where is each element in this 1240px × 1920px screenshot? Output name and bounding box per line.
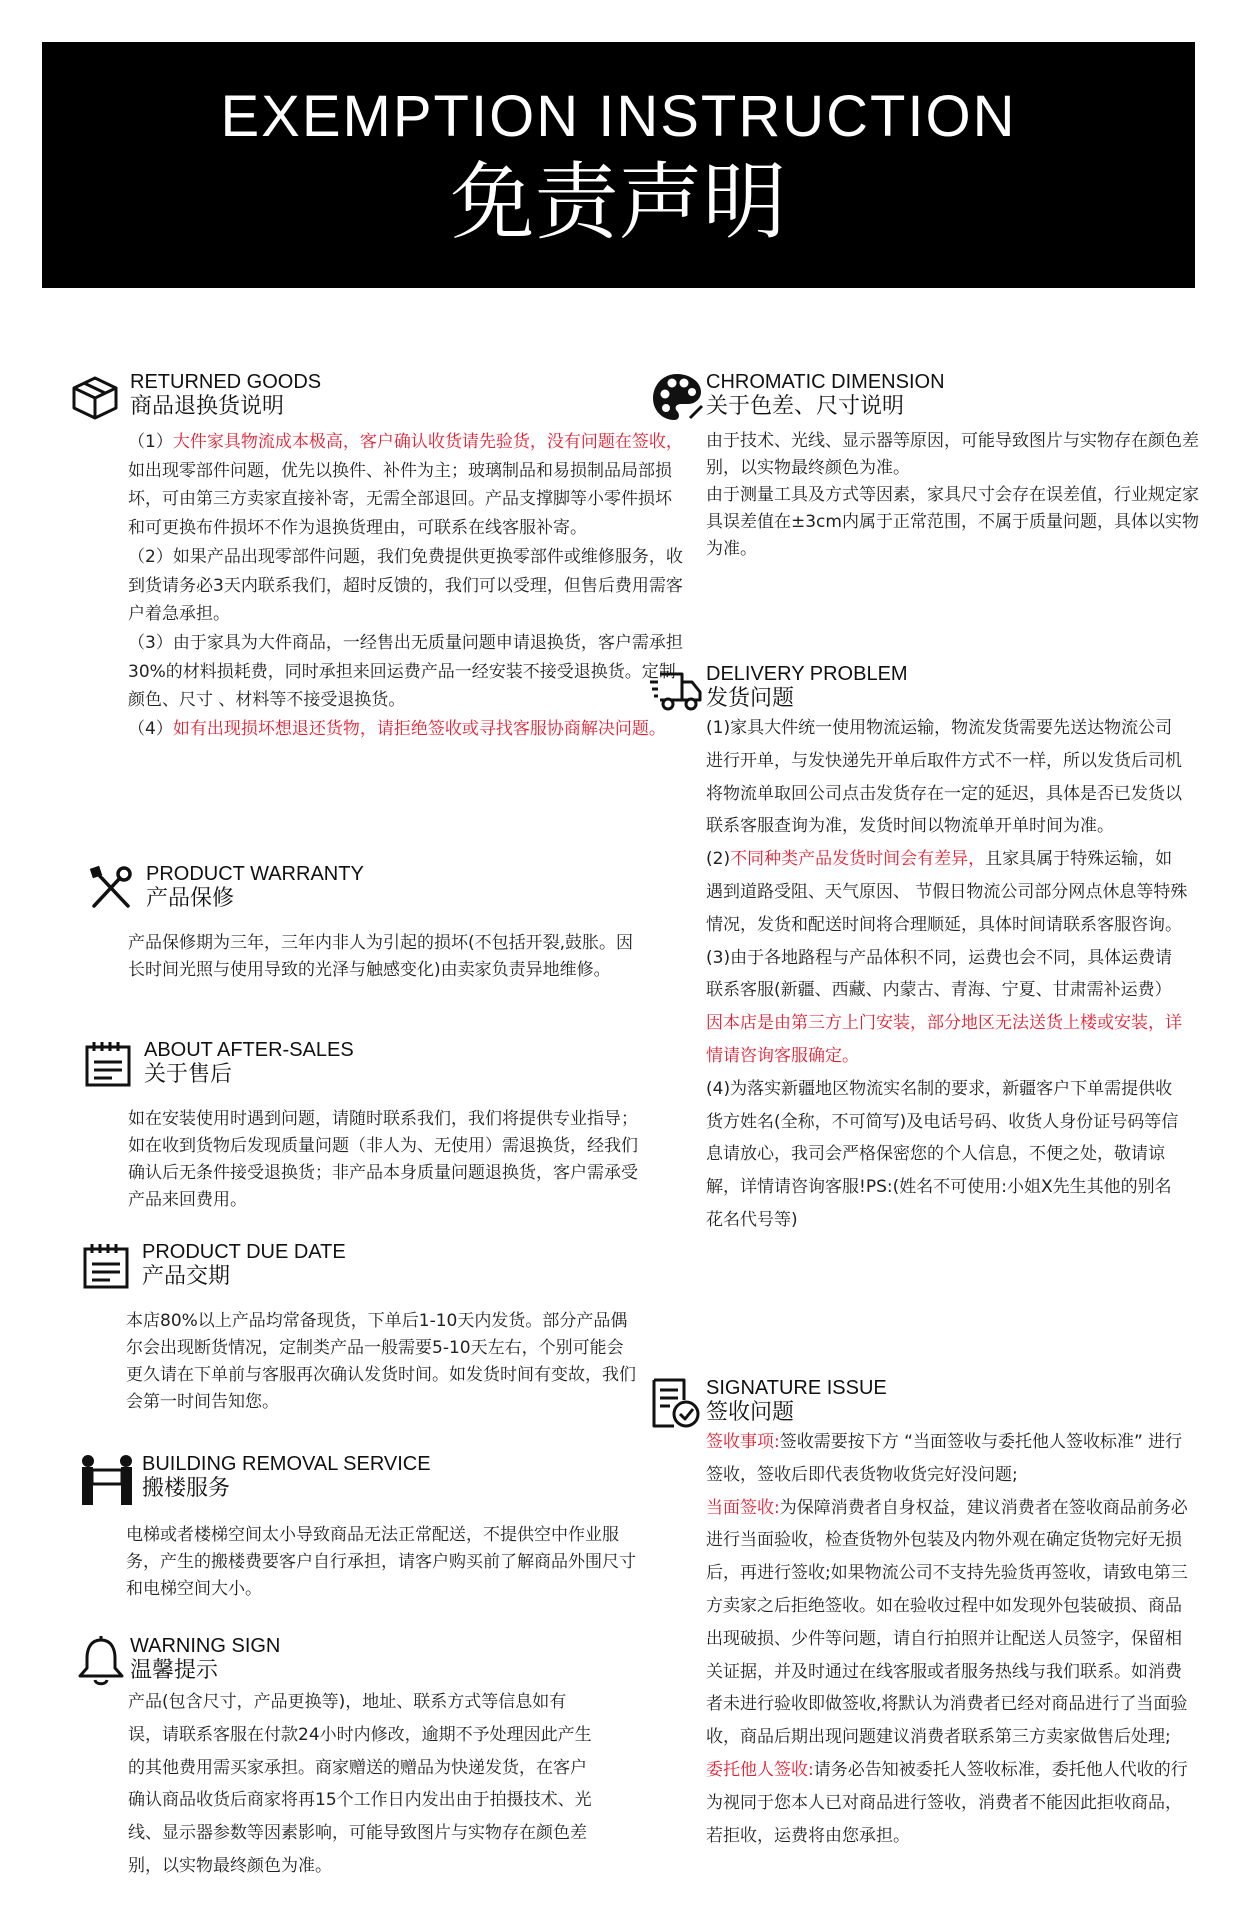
section-title-zh: 关于售后 — [144, 1062, 233, 1087]
section-title-en: BUILDING REMOVAL SERVICE — [142, 1453, 431, 1475]
delivery-paragraph-3: (3)由于各地路程与产品体积不同，运费也会不同，具体运费请联系客服(新疆、西藏、内蒙古、青海、宁夏、甘肃需补运费）因本店是由第三方上门安装，部分地区无法送货上楼或安装，详情请咨询客服确定。 — [706, 947, 1182, 1066]
section-title-zh: 温馨提示 — [130, 1658, 219, 1683]
returned-paragraph-2: （2）如果产品出现零部件问题，我们免费提供更换零部件或维修服务，收到货请务必3天内联系我们，超时反馈的，我们可以受理，但售后费用需客户着急承担。 — [128, 546, 683, 625]
delivery-truck-icon — [648, 662, 702, 716]
calendar-icon — [82, 1038, 136, 1092]
warning-body: 产品(包含尺寸，产品更换等)，地址、联系方式等信息如有误，请联系客服在付款24小时内修改，逾期不予处理因此产生的其他费用需买家承担。商家赠送的赠品为快递发货，在客户确认商品收货后商家将再15个工作日内发出由于拍摄技术、光线、显示器参数等因素影响，可能导致图片与实物存在颜色差别，以实物最终颜色为准。 — [128, 1692, 592, 1876]
section-title-zh: 产品保修 — [146, 886, 235, 911]
delivery-paragraph-1: (1)家具大件统一使用物流运输，物流发货需要先送达物流公司进行开单，与发快递先开单后取件方式不一样，所以发货后司机将物流单取回公司点击发货存在一定的延迟，具体是否已发货以联系客服查询为准，发货时间以物流单开单时间为准。 — [706, 718, 1182, 837]
section-title-en: PRODUCT DUE DATE — [142, 1241, 346, 1263]
section-title-en: SIGNATURE ISSUE — [706, 1377, 887, 1399]
palette-icon — [650, 370, 704, 424]
section-title-zh: 搬楼服务 — [142, 1476, 231, 1501]
warranty-body: 产品保修期为三年，三年内非人为引起的损坏(不包括开裂,鼓胀。因长时间光照与使用导致的光泽与触感变化)由卖家负责异地维修。 — [128, 933, 634, 980]
banner-title-zh: 免责声明 — [450, 153, 787, 251]
delivery-time-warning: 不同种类产品发货时间会有差异， — [730, 849, 986, 870]
section-title-zh: 商品退换货说明 — [130, 394, 285, 419]
signed-document-icon — [648, 1376, 702, 1430]
returned-paragraph-3: （3）由于家具为大件商品，一经售出无质量问题申请退换货，客户需承担30%的材料损耗费，同时承担来回运费产品一经安装不接受退换货。定制颜色、尺寸 、材料等不接受退换货。 — [128, 632, 683, 711]
returned-paragraph-1: （1）大件家具物流成本极高，客户确认收货请先验货，没有问题在签收，如出现零部件问题，优先以换件、补件为主；玻璃制品和易损制品局部损坏，可由第三方卖家直接补寄，无需全部退回。产品支撑脚等小零件损坏和可更换布件损坏不作为退换货理由，可联系在线客服补寄。 — [128, 432, 683, 539]
section-title-en: CHROMATIC DIMENSION — [706, 371, 945, 393]
signature-paragraph-3: 委托他人签收:请务必告知被委托人签收标准，委托他人代收的行为视同于您本人已对商品进行签收，消费者不能因此拒收商品，若拒收，运费将由您承担。 — [706, 1759, 1188, 1846]
signature-label: 当面签收: — [706, 1497, 780, 1518]
signature-label: 委托他人签收: — [706, 1759, 814, 1780]
section-title-en: RETURNED GOODS — [130, 371, 322, 393]
header-banner — [42, 42, 1195, 288]
movers-icon — [80, 1452, 134, 1506]
calendar-icon — [80, 1240, 134, 1294]
section-title-en: ABOUT AFTER-SALES — [144, 1039, 354, 1061]
section-title-zh: 发货问题 — [706, 686, 795, 711]
section-title-zh: 关于色差、尺寸说明 — [706, 394, 905, 419]
section-title-zh: 签收问题 — [706, 1400, 795, 1425]
signature-paragraph-1: 签收事项:签收需要按下方 “当面签收与委托他人签收标准” 进行签收，签收后即代表货物收货完好没问题; — [706, 1432, 1183, 1485]
section-title-zh: 产品交期 — [142, 1264, 231, 1289]
box-icon — [68, 370, 122, 424]
signature-label: 签收事项: — [706, 1432, 780, 1452]
delivery-paragraph-2: (2)不同种类产品发货时间会有差异，且家具属于特殊运输，如遇到道路受阻、天气原因、 节假日物流公司部分网点休息等特殊情况，发货和配送时间将合理顺延，具体时间请联系客服咨询。 — [706, 849, 1188, 935]
signature-paragraph-2: 当面签收:为保障消费者自身权益，建议消费者在签收商品前务必进行当面验收，检查货物外包装及内物外观在确定货物完好无损后，再进行签收;如果物流公司不支持先验货再签收，请致电第三方卖家之后拒绝签收。如在验收过程中如发现外包装破损、商品出现破损、少件等问题，请自行拍照并让配送人员签字，保留相关证据，并及时通过在线客服或者服务热线与我们联系。如消费者未进行验收即做签收,将默认为消费者已经对商品进行了当面验收，商品后期出现问题建议消费者联系第三方卖家做售后处理; — [706, 1497, 1188, 1748]
tools-icon — [84, 862, 138, 916]
after-sales-body: 如在安装使用时遇到问题，请随时联系我们，我们将提供专业指导；如在收到货物后发现质量问题（非人为、无使用）需退换货，经我们确认后无条件接受退换货；非产品本身质量问题退换货，客户需承受产品来回费用。 — [128, 1109, 638, 1210]
section-title-en: DELIVERY PROBLEM — [706, 663, 908, 685]
bell-icon — [74, 1634, 128, 1688]
returned-warning-text: 大件家具物流成本极高，客户确认收货请先验货，没有问题在签收， — [172, 432, 683, 452]
due-date-body: 本店80%以上产品均常备现货，下单后1-10天内发货。部分产品偶尔会出现断货情况，定制类产品一般需要5-10天左右，个别可能会更久请在下单前与客服再次确认发货时间。如发货时间有变故，我们会第一时间告知您。 — [126, 1311, 636, 1412]
building-removal-body: 电梯或者楼梯空间太小导致商品无法正常配送，不提供空中作业服务，产生的搬楼费要客户自行承担，请客户购买前了解商品外围尺寸和电梯空间大小。 — [126, 1525, 636, 1599]
banner-title-en: EXEMPTION INSTRUCTION — [220, 84, 1017, 149]
section-title-en: WARNING SIGN — [130, 1635, 281, 1657]
delivery-paragraph-4: (4)为落实新疆地区物流实名制的要求，新疆客户下单需提供收货方姓名(全称，不可简写)及电话号码、收货人身份证号码等信息请放心，我司会严格保密您的个人信息，不便之处，敬请谅解，详情请咨询客服!PS:(姓名不可使用:小姐X先生其他的别名花名代号等) — [706, 1078, 1179, 1230]
chromatic-paragraph-1: 由于技术、光线、显示器等原因，可能导致图片与实物存在颜色差别，以实物最终颜色为准。 — [706, 431, 1199, 478]
returned-paragraph-4: （4）如有出现损坏想退还货物，请拒绝签收或寻找客服协商解决问题。 — [128, 719, 666, 740]
installation-warning: 因本店是由第三方上门安装，部分地区无法送货上楼或安装，详情请咨询客服确定。 — [706, 1013, 1182, 1066]
chromatic-paragraph-2: 由于测量工具及方式等因素，家具尺寸会存在误差值，行业规定家具误差值在±3cm内属于正常范围，不属于质量问题，具体以实物为准。 — [706, 485, 1199, 559]
section-title-en: PRODUCT WARRANTY — [146, 863, 364, 885]
returned-refuse-text: 如有出现损坏想退还货物，请拒绝签收或寻找客服协商解决问题。 — [172, 719, 666, 740]
